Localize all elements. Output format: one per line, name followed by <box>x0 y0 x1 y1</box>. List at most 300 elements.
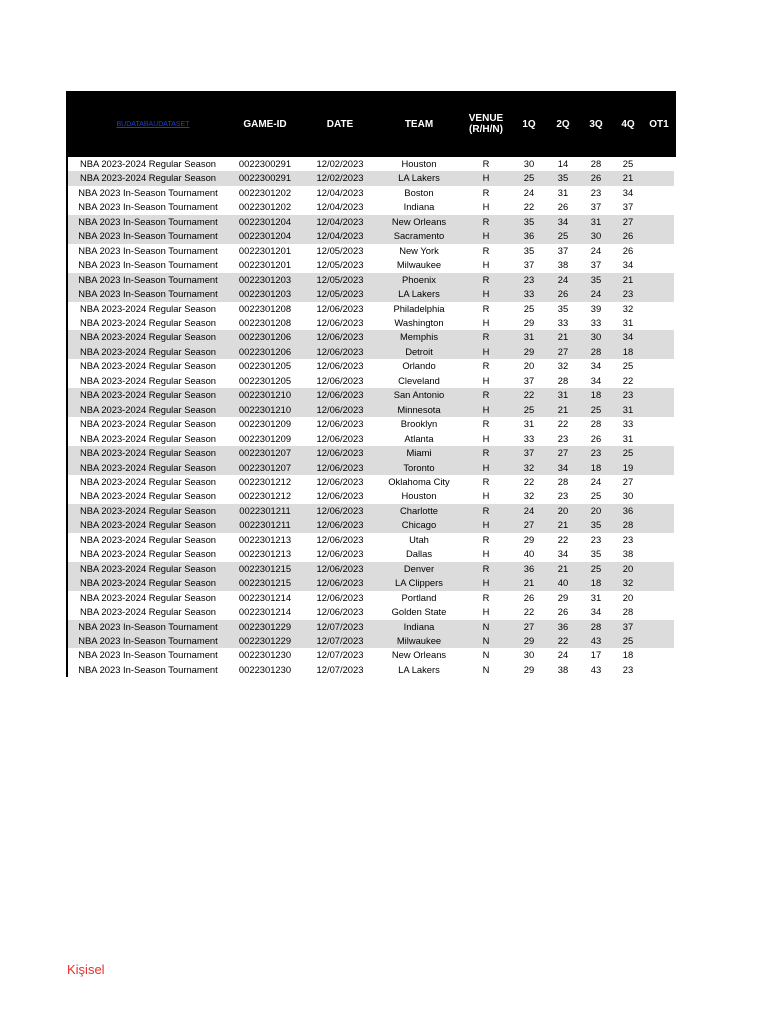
cell-season[interactable]: NBA 2023 In-Season Tournament <box>78 259 218 271</box>
cell-ot1[interactable] <box>644 591 674 605</box>
cell-q3[interactable]: 24 <box>580 287 612 301</box>
cell-date[interactable]: 12/05/2023 <box>316 244 364 256</box>
cell-team[interactable]: Portland <box>401 591 437 603</box>
cell-ot1[interactable] <box>644 620 674 634</box>
cell-game-id[interactable]: 0022301230 <box>238 649 292 661</box>
cell-q1[interactable]: 22 <box>523 201 535 213</box>
cell-q2[interactable]: 37 <box>557 244 569 256</box>
cell-q1[interactable]: 22 <box>523 475 535 487</box>
cell-season[interactable]: NBA 2023-2024 Regular Season <box>68 562 228 576</box>
cell-q2[interactable]: 38 <box>557 663 569 675</box>
cell-q1[interactable]: 36 <box>512 229 546 243</box>
cell-date[interactable]: 12/04/2023 <box>316 186 364 198</box>
cell-venue[interactable]: R <box>460 273 512 287</box>
cell-season[interactable]: NBA 2023-2024 Regular Season <box>68 403 228 417</box>
cell-date[interactable]: 12/05/2023 <box>316 259 364 271</box>
cell-season[interactable]: NBA 2023 In-Season Tournament <box>68 229 228 243</box>
cell-team[interactable]: LA Clippers <box>378 576 460 590</box>
cell-team[interactable]: New York <box>399 244 439 256</box>
cell-q1[interactable]: 29 <box>523 533 535 545</box>
cell-q3[interactable]: 24 <box>590 244 602 256</box>
cell-q1[interactable]: 24 <box>523 186 535 198</box>
cell-q3[interactable]: 18 <box>580 461 612 475</box>
cell-q4[interactable]: 25 <box>622 360 634 372</box>
cell-q3[interactable]: 34 <box>590 374 602 386</box>
cell-team[interactable]: Minnesota <box>378 403 460 417</box>
cell-venue[interactable]: R <box>460 504 512 518</box>
cell-date[interactable]: 12/06/2023 <box>302 504 378 518</box>
cell-q2[interactable]: 29 <box>557 591 569 603</box>
cell-ot1[interactable] <box>644 533 674 547</box>
cell-team[interactable]: Memphis <box>378 330 460 344</box>
cell-q4[interactable]: 23 <box>612 287 644 301</box>
cell-ot1[interactable] <box>644 287 674 301</box>
cell-ot1[interactable] <box>644 215 674 229</box>
cell-date[interactable]: 12/06/2023 <box>302 446 378 460</box>
cell-q3[interactable]: 31 <box>590 591 602 603</box>
cell-q2[interactable]: 40 <box>546 576 580 590</box>
cell-q2[interactable]: 34 <box>557 548 569 560</box>
cell-q4[interactable]: 34 <box>622 186 634 198</box>
cell-season[interactable]: NBA 2023 In-Season Tournament <box>78 663 218 675</box>
cell-ot1[interactable] <box>644 330 674 344</box>
cell-team[interactable]: Chicago <box>378 518 460 532</box>
cell-venue[interactable]: R <box>482 158 490 169</box>
cell-q3[interactable]: 23 <box>580 446 612 460</box>
cell-q1[interactable]: 25 <box>523 302 535 314</box>
cell-q1[interactable]: 29 <box>512 634 546 648</box>
cell-q3[interactable]: 26 <box>580 171 612 185</box>
cell-season[interactable]: NBA 2023-2024 Regular Season <box>79 360 217 372</box>
cell-team[interactable]: Indiana <box>378 620 460 634</box>
cell-game-id[interactable]: 0022301205 <box>238 360 292 372</box>
cell-ot1[interactable] <box>644 229 674 243</box>
cell-ot1[interactable] <box>644 432 674 446</box>
cell-q2[interactable]: 38 <box>557 259 569 271</box>
cell-q4[interactable]: 34 <box>622 259 634 271</box>
cell-season[interactable]: NBA 2023 In-Season Tournament <box>68 620 228 634</box>
cell-q3[interactable]: 23 <box>590 533 602 545</box>
cell-venue[interactable]: N <box>482 663 490 675</box>
cell-q4[interactable]: 28 <box>612 518 644 532</box>
cell-season[interactable]: NBA 2023-2024 Regular Season <box>79 158 217 169</box>
cell-q2[interactable]: 28 <box>557 475 569 487</box>
cell-q1[interactable]: 27 <box>512 620 546 634</box>
cell-team[interactable]: New Orleans <box>391 649 447 661</box>
cell-q3[interactable]: 26 <box>590 432 602 444</box>
cell-venue[interactable]: H <box>460 403 512 417</box>
cell-venue[interactable]: H <box>482 201 490 213</box>
cell-venue[interactable]: H <box>460 287 512 301</box>
cell-q2[interactable]: 21 <box>546 518 580 532</box>
cell-game-id[interactable]: 0022301229 <box>228 634 302 648</box>
cell-season[interactable]: NBA 2023 In-Season Tournament <box>78 201 218 213</box>
cell-team[interactable]: New Orleans <box>378 215 460 229</box>
cell-q4[interactable]: 22 <box>622 374 634 386</box>
cell-season[interactable]: NBA 2023 In-Season Tournament <box>78 244 218 256</box>
cell-venue[interactable]: H <box>482 259 490 271</box>
cell-q2[interactable]: 25 <box>546 229 580 243</box>
cell-q4[interactable]: 21 <box>612 273 644 287</box>
cell-season[interactable]: NBA 2023-2024 Regular Season <box>79 533 217 545</box>
cell-q2[interactable]: 14 <box>557 158 569 169</box>
cell-ot1[interactable] <box>644 244 674 258</box>
cell-team[interactable]: Charlotte <box>378 504 460 518</box>
cell-ot1[interactable] <box>644 663 674 677</box>
cell-date[interactable]: 12/04/2023 <box>316 201 364 213</box>
cell-q3[interactable]: 35 <box>590 548 602 560</box>
cell-q3[interactable]: 31 <box>580 215 612 229</box>
cell-game-id[interactable]: 0022301213 <box>238 533 292 545</box>
cell-q3[interactable]: 20 <box>580 504 612 518</box>
cell-game-id[interactable]: 0022301209 <box>238 432 292 444</box>
cell-q1[interactable]: 31 <box>523 418 535 430</box>
cell-q1[interactable]: 37 <box>523 259 535 271</box>
cell-venue[interactable]: H <box>482 548 490 560</box>
cell-venue[interactable]: R <box>482 360 490 372</box>
cell-season[interactable]: NBA 2023-2024 Regular Season <box>79 475 217 487</box>
cell-q2[interactable]: 34 <box>546 461 580 475</box>
cell-team[interactable]: Golden State <box>391 606 447 618</box>
cell-q2[interactable]: 32 <box>557 360 569 372</box>
cell-venue[interactable]: R <box>460 215 512 229</box>
cell-game-id[interactable]: 0022301207 <box>228 461 302 475</box>
cell-season[interactable]: NBA 2023-2024 Regular Season <box>68 461 228 475</box>
cell-date[interactable]: 12/06/2023 <box>316 432 364 444</box>
cell-date[interactable]: 12/06/2023 <box>316 606 364 618</box>
cell-game-id[interactable]: 0022301214 <box>238 591 292 603</box>
cell-ot1[interactable] <box>644 157 674 171</box>
cell-game-id[interactable]: 0022301203 <box>228 273 302 287</box>
cell-q4[interactable]: 37 <box>622 201 634 213</box>
cell-date[interactable]: 12/06/2023 <box>316 316 364 328</box>
cell-q1[interactable]: 29 <box>523 316 535 328</box>
cell-venue[interactable]: R <box>460 330 512 344</box>
cell-date[interactable]: 12/07/2023 <box>302 634 378 648</box>
cell-venue[interactable]: H <box>482 316 490 328</box>
cell-q3[interactable]: 43 <box>580 634 612 648</box>
cell-q2[interactable]: 21 <box>546 562 580 576</box>
cell-venue[interactable]: H <box>482 606 490 618</box>
cell-q1[interactable]: 33 <box>523 432 535 444</box>
cell-q1[interactable]: 29 <box>512 345 546 359</box>
cell-ot1[interactable] <box>644 388 674 402</box>
cell-season[interactable]: NBA 2023-2024 Regular Season <box>68 576 228 590</box>
cell-ot1[interactable] <box>644 547 674 561</box>
cell-venue[interactable]: R <box>482 591 490 603</box>
cell-venue[interactable]: R <box>482 418 490 430</box>
cell-season[interactable]: NBA 2023 In-Season Tournament <box>68 287 228 301</box>
cell-date[interactable]: 12/06/2023 <box>302 461 378 475</box>
cell-team[interactable]: Detroit <box>378 345 460 359</box>
cell-venue[interactable]: H <box>460 518 512 532</box>
cell-season[interactable]: NBA 2023 In-Season Tournament <box>78 186 218 198</box>
cell-q3[interactable]: 25 <box>590 490 602 502</box>
cell-ot1[interactable] <box>644 475 674 489</box>
cell-q4[interactable]: 23 <box>622 533 634 545</box>
cell-game-id[interactable]: 0022301215 <box>228 576 302 590</box>
cell-q4[interactable]: 26 <box>612 229 644 243</box>
cell-team[interactable]: Miami <box>378 446 460 460</box>
cell-date[interactable]: 12/05/2023 <box>302 287 378 301</box>
cell-game-id[interactable]: 0022301201 <box>238 259 292 271</box>
cell-ot1[interactable] <box>644 576 674 590</box>
cell-q4[interactable]: 25 <box>612 634 644 648</box>
cell-ot1[interactable] <box>644 562 674 576</box>
cell-season[interactable]: NBA 2023-2024 Regular Season <box>68 388 228 402</box>
cell-team[interactable]: Atlanta <box>404 432 434 444</box>
cell-q4[interactable]: 20 <box>622 591 634 603</box>
cell-season[interactable]: NBA 2023-2024 Regular Season <box>79 374 217 386</box>
cell-q2[interactable]: 22 <box>557 533 569 545</box>
cell-q4[interactable]: 20 <box>612 562 644 576</box>
cell-ot1[interactable] <box>644 200 674 214</box>
cell-season[interactable]: NBA 2023-2024 Regular Season <box>68 345 228 359</box>
cell-ot1[interactable] <box>644 634 674 648</box>
cell-game-id[interactable]: 0022301211 <box>228 504 302 518</box>
cell-venue[interactable]: R <box>482 244 490 256</box>
cell-season[interactable]: NBA 2023 In-Season Tournament <box>68 273 228 287</box>
cell-season[interactable]: NBA 2023-2024 Regular Season <box>68 171 228 185</box>
cell-q4[interactable]: 23 <box>612 388 644 402</box>
cell-date[interactable]: 12/07/2023 <box>302 620 378 634</box>
cell-season[interactable]: NBA 2023-2024 Regular Season <box>68 330 228 344</box>
cell-q2[interactable]: 31 <box>546 388 580 402</box>
cell-q3[interactable]: 34 <box>590 360 602 372</box>
cell-q3[interactable]: 25 <box>580 403 612 417</box>
cell-team[interactable]: Sacramento <box>378 229 460 243</box>
cell-season[interactable]: NBA 2023 In-Season Tournament <box>78 649 218 661</box>
cell-q4[interactable]: 31 <box>622 432 634 444</box>
cell-venue[interactable]: H <box>460 345 512 359</box>
cell-q4[interactable]: 30 <box>622 490 634 502</box>
cell-q3[interactable]: 39 <box>590 302 602 314</box>
cell-game-id[interactable]: 0022301206 <box>228 330 302 344</box>
cell-q3[interactable]: 30 <box>580 229 612 243</box>
cell-q3[interactable]: 18 <box>580 576 612 590</box>
cell-venue[interactable]: R <box>482 533 490 545</box>
cell-q3[interactable]: 28 <box>580 620 612 634</box>
cell-game-id[interactable]: 0022301202 <box>238 186 292 198</box>
cell-q2[interactable]: 26 <box>546 287 580 301</box>
cell-season[interactable]: NBA 2023-2024 Regular Season <box>68 446 228 460</box>
cell-ot1[interactable] <box>644 359 674 373</box>
cell-ot1[interactable] <box>644 403 674 417</box>
cell-date[interactable]: 12/07/2023 <box>316 663 364 675</box>
cell-ot1[interactable] <box>644 316 674 330</box>
cell-game-id[interactable]: 0022301203 <box>228 287 302 301</box>
cell-venue[interactable]: H <box>482 432 490 444</box>
cell-q3[interactable]: 43 <box>590 663 602 675</box>
cell-q2[interactable]: 33 <box>557 316 569 328</box>
cell-game-id[interactable]: 0022301212 <box>238 490 292 502</box>
cell-venue[interactable]: H <box>482 374 490 386</box>
cell-q1[interactable]: 35 <box>512 215 546 229</box>
cell-date[interactable]: 12/06/2023 <box>302 576 378 590</box>
cell-date[interactable]: 12/06/2023 <box>302 345 378 359</box>
cell-game-id[interactable]: 0022301214 <box>238 606 292 618</box>
cell-team[interactable]: Milwaukee <box>396 259 442 271</box>
cell-q3[interactable]: 33 <box>590 316 602 328</box>
cell-date[interactable]: 12/02/2023 <box>302 171 378 185</box>
cell-venue[interactable]: H <box>460 576 512 590</box>
cell-q4[interactable]: 37 <box>612 620 644 634</box>
cell-game-id[interactable]: 0022301210 <box>228 403 302 417</box>
cell-q1[interactable]: 25 <box>512 171 546 185</box>
cell-q4[interactable]: 27 <box>622 475 634 487</box>
cell-q1[interactable]: 37 <box>523 374 535 386</box>
cell-q4[interactable]: 25 <box>612 446 644 460</box>
cell-q2[interactable]: 35 <box>546 171 580 185</box>
cell-game-id[interactable]: 0022301211 <box>228 518 302 532</box>
cell-ot1[interactable] <box>644 186 674 200</box>
cell-q1[interactable]: 33 <box>512 287 546 301</box>
cell-team[interactable]: LA Lakers <box>378 287 460 301</box>
cell-team[interactable]: Toronto <box>378 461 460 475</box>
cell-q4[interactable]: 18 <box>612 345 644 359</box>
cell-game-id[interactable]: 0022301207 <box>228 446 302 460</box>
cell-q4[interactable]: 31 <box>622 316 634 328</box>
cell-q1[interactable]: 32 <box>523 490 535 502</box>
cell-q2[interactable]: 24 <box>557 649 569 661</box>
cell-venue[interactable]: R <box>460 446 512 460</box>
cell-q3[interactable]: 37 <box>590 201 602 213</box>
cell-game-id[interactable]: 0022301205 <box>238 374 292 386</box>
cell-game-id[interactable]: 0022301215 <box>228 562 302 576</box>
cell-date[interactable]: 12/06/2023 <box>316 374 364 386</box>
cell-team[interactable]: Oklahoma City <box>388 475 450 487</box>
cell-date[interactable]: 12/06/2023 <box>316 533 364 545</box>
cell-ot1[interactable] <box>644 489 674 503</box>
cell-q2[interactable]: 21 <box>546 330 580 344</box>
cell-season[interactable]: NBA 2023-2024 Regular Season <box>79 432 217 444</box>
cell-q2[interactable]: 27 <box>546 345 580 359</box>
cell-q2[interactable]: 26 <box>557 201 569 213</box>
cell-q1[interactable]: 20 <box>523 360 535 372</box>
cell-venue[interactable]: R <box>460 388 512 402</box>
cell-q1[interactable]: 25 <box>512 403 546 417</box>
cell-q3[interactable]: 24 <box>590 475 602 487</box>
cell-date[interactable]: 12/06/2023 <box>302 403 378 417</box>
cell-ot1[interactable] <box>644 302 674 316</box>
cell-q4[interactable]: 26 <box>622 244 634 256</box>
cell-season[interactable]: NBA 2023 In-Season Tournament <box>68 215 228 229</box>
cell-q1[interactable]: 21 <box>512 576 546 590</box>
cell-q3[interactable]: 28 <box>590 158 602 169</box>
cell-date[interactable]: 12/06/2023 <box>302 388 378 402</box>
cell-ot1[interactable] <box>644 374 674 388</box>
cell-q1[interactable]: 32 <box>512 461 546 475</box>
cell-date[interactable]: 12/06/2023 <box>316 302 364 314</box>
cell-date[interactable]: 12/07/2023 <box>316 649 364 661</box>
cell-q1[interactable]: 22 <box>512 388 546 402</box>
cell-season[interactable]: NBA 2023-2024 Regular Season <box>79 490 217 502</box>
cell-q2[interactable]: 20 <box>546 504 580 518</box>
cell-date[interactable]: 12/06/2023 <box>302 562 378 576</box>
cell-q4[interactable]: 28 <box>622 606 634 618</box>
cell-team[interactable]: Brooklyn <box>400 418 438 430</box>
cell-game-id[interactable]: 0022301209 <box>238 418 292 430</box>
cell-q2[interactable]: 27 <box>546 446 580 460</box>
cell-q4[interactable]: 34 <box>612 330 644 344</box>
cell-venue[interactable]: N <box>460 634 512 648</box>
cell-season[interactable]: NBA 2023-2024 Regular Season <box>79 418 217 430</box>
cell-q1[interactable]: 27 <box>512 518 546 532</box>
cell-ot1[interactable] <box>644 417 674 431</box>
cell-q1[interactable]: 23 <box>512 273 546 287</box>
cell-date[interactable]: 12/06/2023 <box>302 330 378 344</box>
cell-team[interactable]: LA Lakers <box>378 171 460 185</box>
cell-venue[interactable]: N <box>482 649 490 661</box>
cell-venue[interactable]: R <box>460 562 512 576</box>
cell-q3[interactable]: 28 <box>580 345 612 359</box>
cell-team[interactable]: San Antonio <box>378 388 460 402</box>
cell-date[interactable]: 12/02/2023 <box>316 158 364 169</box>
cell-date[interactable]: 12/06/2023 <box>316 360 364 372</box>
cell-team[interactable]: Boston <box>404 186 434 198</box>
cell-q4[interactable]: 32 <box>622 302 634 314</box>
cell-game-id[interactable]: 0022301212 <box>238 475 292 487</box>
cell-game-id[interactable]: 0022300291 <box>228 171 302 185</box>
cell-date[interactable]: 12/06/2023 <box>316 475 364 487</box>
cell-game-id[interactable]: 0022300291 <box>238 158 292 169</box>
cell-team[interactable]: Utah <box>409 533 429 545</box>
cell-venue[interactable]: R <box>482 475 490 487</box>
cell-q4[interactable]: 33 <box>622 418 634 430</box>
cell-venue[interactable]: R <box>482 302 490 314</box>
cell-team[interactable]: Dallas <box>405 548 433 560</box>
cell-ot1[interactable] <box>644 446 674 460</box>
cell-ot1[interactable] <box>644 648 674 662</box>
cell-venue[interactable]: R <box>482 186 490 198</box>
cell-date[interactable]: 12/06/2023 <box>316 490 364 502</box>
cell-date[interactable]: 12/06/2023 <box>316 418 364 430</box>
cell-q4[interactable]: 38 <box>622 548 634 560</box>
cell-game-id[interactable]: 0022301208 <box>238 302 292 314</box>
cell-date[interactable]: 12/04/2023 <box>302 215 378 229</box>
cell-q3[interactable]: 17 <box>590 649 602 661</box>
cell-q4[interactable]: 32 <box>612 576 644 590</box>
cell-venue[interactable]: H <box>460 461 512 475</box>
cell-team[interactable]: LA Lakers <box>398 663 440 675</box>
cell-q1[interactable]: 40 <box>523 548 535 560</box>
cell-q2[interactable]: 23 <box>557 432 569 444</box>
cell-q4[interactable]: 19 <box>612 461 644 475</box>
cell-date[interactable]: 12/05/2023 <box>302 273 378 287</box>
cell-game-id[interactable]: 0022301208 <box>238 316 292 328</box>
cell-ot1[interactable] <box>644 273 674 287</box>
cell-q2[interactable]: 22 <box>546 634 580 648</box>
cell-season[interactable]: NBA 2023-2024 Regular Season <box>68 518 228 532</box>
cell-q1[interactable]: 36 <box>512 562 546 576</box>
cell-q4[interactable]: 27 <box>612 215 644 229</box>
cell-venue[interactable]: H <box>460 171 512 185</box>
cell-ot1[interactable] <box>644 518 674 532</box>
cell-q2[interactable]: 26 <box>557 606 569 618</box>
cell-venue[interactable]: H <box>460 229 512 243</box>
cell-ot1[interactable] <box>644 258 674 272</box>
cell-team[interactable]: Orlando <box>402 360 436 372</box>
cell-ot1[interactable] <box>644 605 674 619</box>
cell-q2[interactable]: 34 <box>546 215 580 229</box>
cell-season[interactable]: NBA 2023-2024 Regular Season <box>79 591 217 603</box>
cell-venue[interactable]: N <box>460 620 512 634</box>
cell-ot1[interactable] <box>644 504 674 518</box>
cell-q4[interactable]: 25 <box>622 158 634 169</box>
cell-q2[interactable]: 28 <box>557 374 569 386</box>
cell-team[interactable]: Cleveland <box>398 374 440 386</box>
cell-game-id[interactable]: 0022301204 <box>228 215 302 229</box>
